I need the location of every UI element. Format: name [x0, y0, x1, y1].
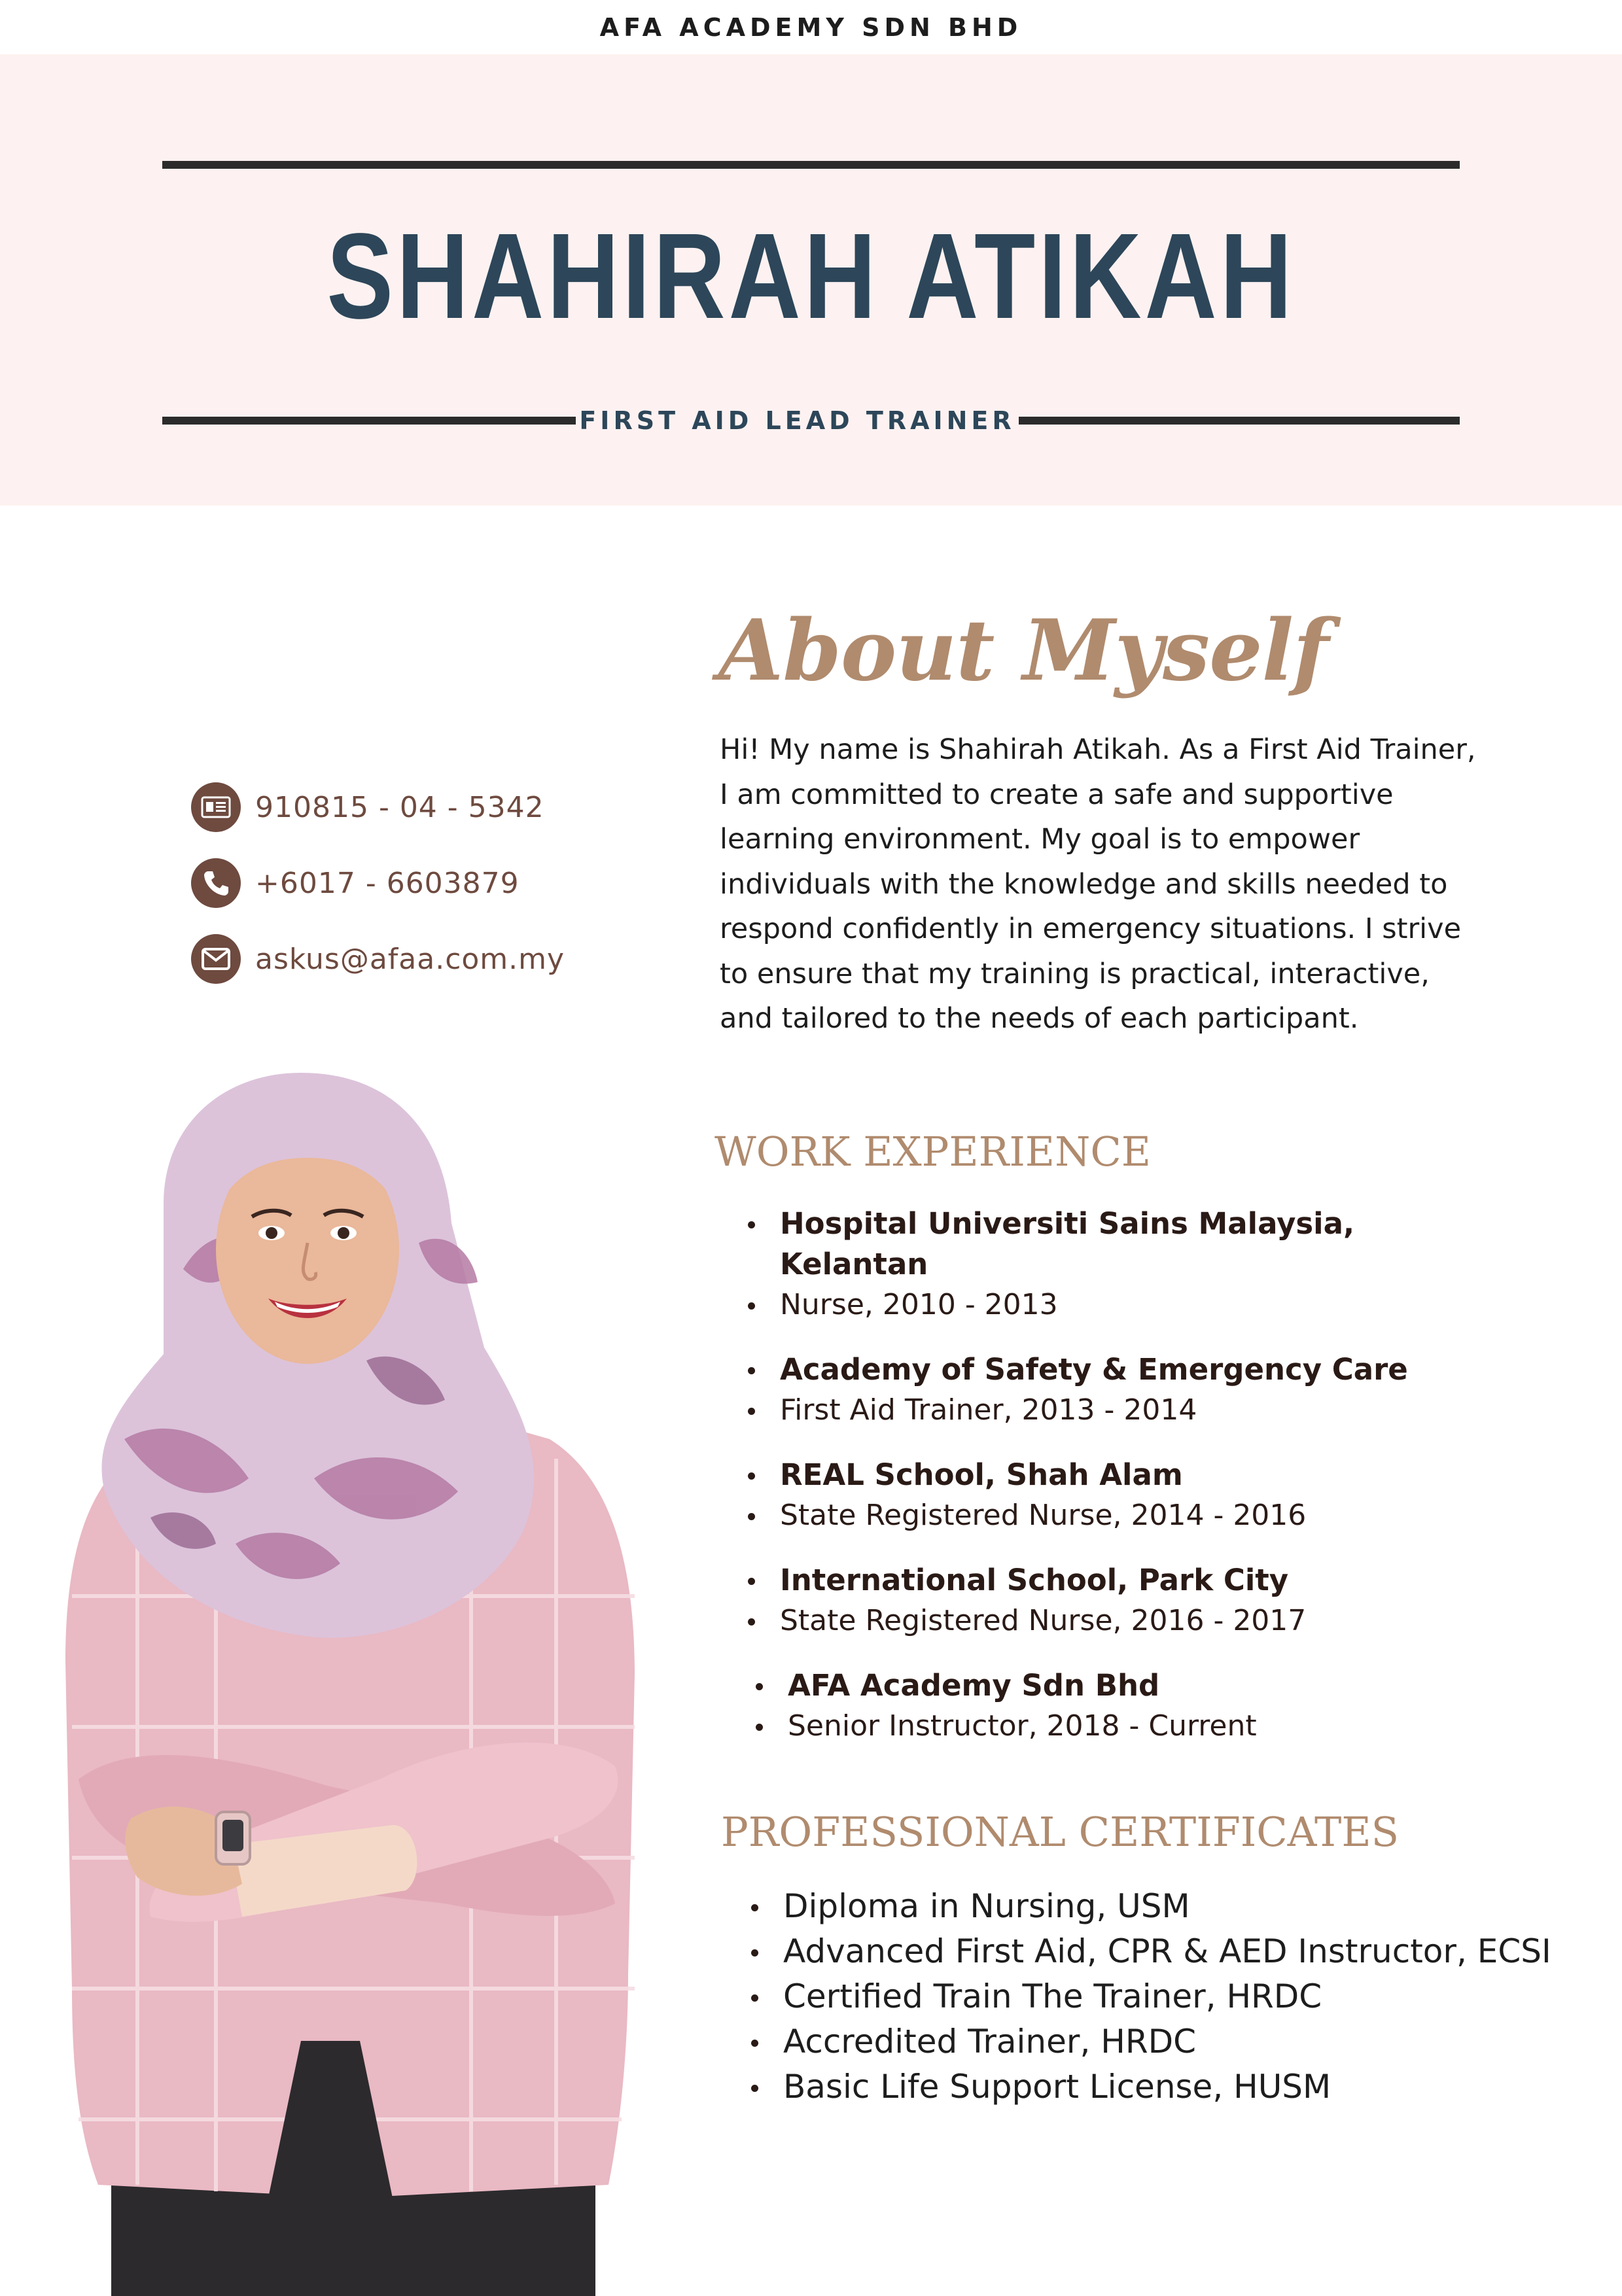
about-text: [720, 727, 1531, 1041]
contact-id-number: [191, 780, 714, 835]
certificate-item: Accredited Trainer, HRDC: [749, 2019, 1600, 2064]
about-line: learning environment. My goal is to empower: [720, 823, 1360, 856]
work-experience-list: [746, 1204, 1557, 1747]
work-role: State Registered Nurse, 2014 - 2016: [746, 1495, 1557, 1536]
work-org: [746, 1204, 1557, 1285]
work-org: Academy of Safety & Emergency Care: [746, 1349, 1557, 1390]
work-role: First Aid Trainer, 2013 - 2014: [746, 1390, 1557, 1431]
company-name: AFA ACADEMY SDN BHD: [599, 13, 1023, 42]
certificate-item: Certified Train The Trainer, HRDC: [749, 1974, 1600, 2019]
about-line: individuals with the knowledge and skills needed to: [720, 867, 1448, 901]
work-org: International School, Park City: [746, 1560, 1557, 1601]
work-role: Senior Instructor, 2018 - Current: [754, 1706, 1565, 1747]
about-line: I am committed to create a safe and supportive: [720, 778, 1394, 811]
header-rule-right: [1019, 417, 1460, 425]
about-title: About Myself: [718, 602, 1329, 700]
about-line: respond confidently in emergency situations. I strive: [720, 913, 1462, 945]
work-org: REAL School, Shah Alam: [746, 1455, 1557, 1495]
work-role: Nurse, 2010 - 2013: [746, 1285, 1557, 1325]
person-name: SHAHIRAH ATIKAH: [326, 209, 1296, 344]
id-card-icon: [191, 782, 241, 832]
id-number-text: 910815 - 04 - 5342: [255, 790, 544, 824]
phone-icon: [191, 858, 241, 908]
profile-photo: [52, 1073, 654, 2296]
email-text[interactable]: askus@afaa.com.my: [255, 942, 565, 976]
work-role: State Registered Nurse, 2016 - 2017: [746, 1601, 1557, 1641]
about-line: Hi! My name is Shahirah Atikah. As a First Aid Trainer,: [720, 733, 1476, 766]
work-org-line: Kelantan: [780, 1247, 928, 1281]
header-rule-left: [162, 417, 576, 425]
work-experience-title: WORK EXPERIENCE: [714, 1128, 1152, 1175]
contact-email: [191, 931, 714, 986]
certificate-item: Diploma in Nursing, USM: [749, 1884, 1600, 1929]
certificate-item: Advanced First Aid, CPR & AED Instructor, ECSI: [749, 1929, 1600, 1974]
about-line: and tailored to the needs of each participant.: [720, 1002, 1359, 1035]
certificates-list: [749, 1884, 1600, 2110]
contact-phone: [191, 856, 714, 911]
job-title: FIRST AID LEAD TRAINER: [579, 406, 1015, 435]
email-icon: [191, 934, 241, 984]
work-org: AFA Academy Sdn Bhd: [754, 1665, 1565, 1706]
about-line: to ensure that my training is practical, interactive,: [720, 957, 1430, 990]
phone-text[interactable]: +6017 - 6603879: [255, 866, 520, 900]
certificate-item: Basic Life Support License, HUSM: [749, 2064, 1600, 2110]
certificates-title: PROFESSIONAL CERTIFICATES: [721, 1808, 1400, 1856]
work-org-line: Hospital Universiti Sains Malaysia,: [780, 1206, 1355, 1241]
header-rule-top: [162, 161, 1460, 169]
